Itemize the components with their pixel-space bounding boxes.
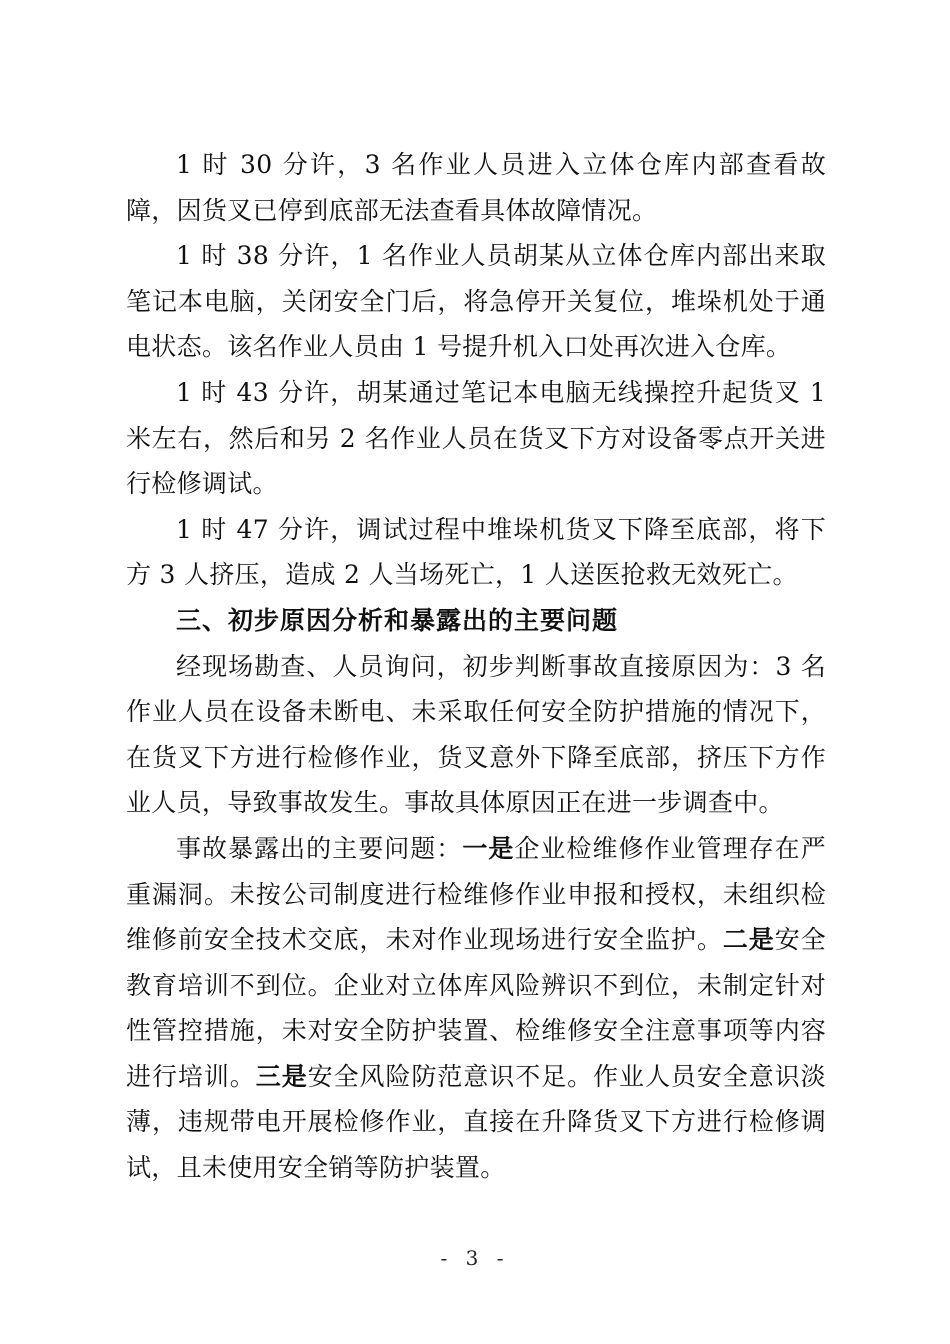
problems-intro: 事故暴露出的主要问题： [176,833,463,863]
paragraph-1-43: 1 时 43 分许，胡某通过笔记本电脑无线操控升起货叉 1 米左右，然后和另 2 名作业人员在货叉下方对设备零点开关进行检修调试。 [126,377,826,499]
second-problem: 安全教育培训不到位。企业对立体库风险辨识不到位，未制定针对性管控措施，未对安全防护装置、检维修安全注意事项等内容进行培训。 [126,925,826,1091]
paragraph-1-47: 1 时 47 分许，调试过程中堆垛机货叉下降至底部，将下方 3 人挤压，造成 2 人当场死亡，1 人送医抢救无效死亡。 [126,514,826,590]
problems-paragraph [126,826,826,1191]
cause-paragraph: 经现场勘查、人员询问，初步判断事故直接原因为：3 名作业人员在设备未断电、未采取任何安全防护措施的情况下，在货叉下方进行检修作业，货叉意外下降至底部，挤压下方作业人员，导致事故发生。事故具体原因正在进一步调查中。 [126,651,826,818]
first-problem: 企业检维修作业管理存在严重漏洞。未按公司制度进行检维修作业申报和授权，未组织检维修前安全技术交底，未对作业现场进行安全监护。 [126,833,826,955]
page-number: - 3 - [440,1246,510,1270]
third-problem: 安全风险防范意识不足。作业人员安全意识淡薄，违规带电开展检修作业，直接在升降货叉下方进行检修调试，且未使用安全销等防护装置。 [126,1061,826,1183]
paragraph-1-38: 1 时 38 分许，1 名作业人员胡某从立体仓库内部出来取笔记本电脑，关闭安全门后，将急停开关复位，堆垛机处于通电状态。该名作业人员由 1 号提升机入口处再次进入仓库。 [126,241,826,362]
document-body [126,142,826,1191]
third-lead: 三是 [255,1061,308,1091]
first-lead: 一是 [462,833,515,863]
paragraph-1-30: 1 时 30 分许，3 名作业人员进入立体仓库内部查看故障，因货叉已停到底部无法查看具体故障情况。 [126,150,826,225]
section-heading: 三、初步原因分析和暴露出的主要问题 [176,605,619,635]
second-lead: 二是 [722,925,775,955]
